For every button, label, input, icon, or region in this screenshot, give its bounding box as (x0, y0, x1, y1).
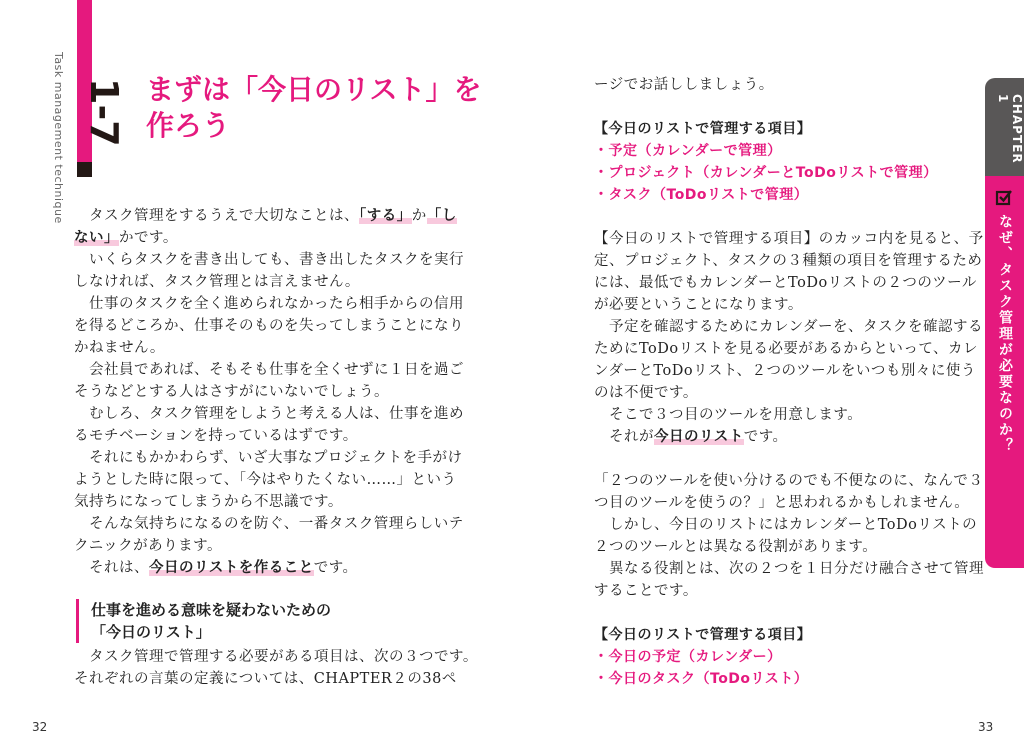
highlighted-text: 今日のリストを作ること (149, 560, 314, 576)
body-text: そうなどとする人はさすがにいないでしょう。 (74, 384, 389, 400)
list-item: ・今日のタスク（ToDoリスト） (594, 671, 809, 687)
body-line (74, 469, 464, 491)
body-line: ンダーとToDoリスト、２つのツールをいつも別々に使う (594, 363, 976, 379)
body-line: 【今日のリストで管理する項目】のカッコ内を見ると、予 (594, 231, 984, 247)
body-line (74, 249, 464, 271)
body-text: か (411, 208, 427, 224)
highlighted-text: 今日のリスト (654, 429, 744, 445)
body-line (74, 205, 464, 227)
body-text: かです。 (119, 230, 178, 246)
body-text: それが (594, 429, 654, 445)
body-text: るモチベーションを持っているはずです。 (74, 428, 358, 444)
body-text: 気持ちになってしまうから不思議です。 (74, 494, 343, 510)
body-line (74, 535, 464, 557)
body-text: クニックがあります。 (74, 538, 222, 554)
list-item: ・予定（カレンダーで管理） (594, 143, 782, 159)
accent-square (77, 162, 92, 177)
chapter-label: CHAPTER 1 (996, 94, 1024, 164)
body-line (74, 271, 464, 293)
body-line: ２つのツールとは異なる役割があります。 (594, 539, 878, 555)
body-text: それにもかかわらず、いざ大事なプロジェクトを手がけ (74, 450, 463, 466)
body-text: むしろ、タスク管理をしようと考える人は、仕事を進め (74, 406, 464, 422)
highlighted-text: 「する」 (359, 208, 412, 224)
body-line: が必要ということになります。 (594, 297, 803, 313)
body-text: それは、 (74, 560, 149, 576)
subheading-line-2: 「今日のリスト」 (91, 623, 211, 641)
body-line: タスク管理で管理する必要がある項目は、次の３つです。 (74, 649, 478, 665)
body-line: ためにToDoリストを見る必要があるからといって、カレ (594, 341, 979, 357)
spacer (594, 206, 984, 228)
left-bottom-text (74, 646, 478, 690)
body-line: することです。 (594, 583, 698, 599)
body-line (74, 425, 464, 447)
spacer (594, 96, 984, 118)
chapter-tab-header (985, 78, 1024, 176)
body-text: そんな気持ちになるのを防ぐ、一番タスク管理らしいテ (74, 516, 464, 532)
body-line (74, 381, 464, 403)
list-item: ・タスク（ToDoリストで管理） (594, 187, 809, 203)
page-number-left: 32 (32, 720, 48, 734)
list-item: ・プロジェクト（カレンダーとToDoリストで管理） (594, 165, 938, 181)
body-line (594, 426, 984, 448)
body-line: のは不便です。 (594, 385, 698, 401)
list-heading: 【今日のリストで管理する項目】 (594, 121, 812, 137)
body-line (74, 513, 464, 535)
page-title (146, 72, 481, 144)
spacer (594, 602, 984, 624)
section-number: 1-7 (82, 78, 126, 147)
left-body-text (74, 205, 464, 579)
body-line: 定、プロジェクト、タスクの３種類の項目を管理するため (594, 253, 983, 269)
body-line: 異なる役割とは、次の２つを１日分だけ融合させて管理 (594, 561, 984, 577)
body-line (74, 557, 464, 579)
body-line (74, 491, 464, 513)
vertical-label: Task management technique (52, 52, 65, 224)
highlighted-text: ない」 (74, 230, 119, 246)
body-line (74, 359, 464, 381)
title-line-1: まずは「今日のリスト」を (146, 73, 482, 106)
subheading (76, 599, 331, 643)
body-line (74, 227, 464, 249)
body-text: しなければ、タスク管理とは言えません。 (74, 274, 360, 290)
body-text: ようとした時に限って、「今はやりたくない……」という (74, 472, 457, 488)
body-text: 仕事のタスクを全く進められなかったら相手からの信用 (74, 296, 464, 312)
body-text: を得るどころか、仕事そのものを失ってしまうことになり (74, 318, 464, 334)
body-line: つ目のツールを使うの？」と思われるかもしれません。 (594, 495, 970, 511)
chapter-title: なぜ、タスク管理が必要なのか？ (997, 214, 1013, 454)
right-body-text (594, 74, 984, 690)
chapter-tab (985, 78, 1024, 568)
list-item: ・今日の予定（カレンダー） (594, 649, 782, 665)
page-number-right: 33 (978, 720, 994, 734)
body-text: いくらタスクを書き出しても、書き出したタスクを実行 (74, 252, 464, 268)
body-line (74, 337, 464, 359)
body-line: 「２つのツールを使い分けるのでも不便なのに、なんで３ (594, 473, 984, 489)
highlighted-text: 「し (426, 208, 457, 224)
body-line (74, 447, 464, 469)
check-box-icon (995, 188, 1013, 206)
body-line (74, 315, 464, 337)
body-line: 予定を確認するためにカレンダーを、タスクを確認する (594, 319, 984, 335)
body-text: です。 (743, 429, 788, 445)
body-line: ージでお話ししましょう。 (594, 77, 774, 93)
subheading-line-1: 仕事を進める意味を疑わないための (91, 601, 332, 619)
body-text: かねません。 (74, 340, 165, 356)
body-line (74, 403, 464, 425)
body-line: しかし、今日のリストにはカレンダーとToDoリストの (594, 517, 978, 533)
title-line-2: 作ろう (146, 109, 231, 142)
body-text: 会社員であれば、そもそも仕事を全くせずに１日を過ご (74, 362, 464, 378)
body-text: タスク管理をするうえで大切なことは、 (74, 208, 359, 224)
body-text: です。 (313, 560, 358, 576)
body-line: それぞれの言葉の定義については、CHAPTER２の38ペ (74, 671, 457, 687)
list-heading: 【今日のリストで管理する項目】 (594, 627, 812, 643)
body-line: には、最低でもカレンダーとToDoリストの２つのツール (594, 275, 977, 291)
body-line (74, 293, 464, 315)
body-line: そこで３つ目のツールを用意します。 (594, 407, 863, 423)
spacer (594, 448, 984, 470)
